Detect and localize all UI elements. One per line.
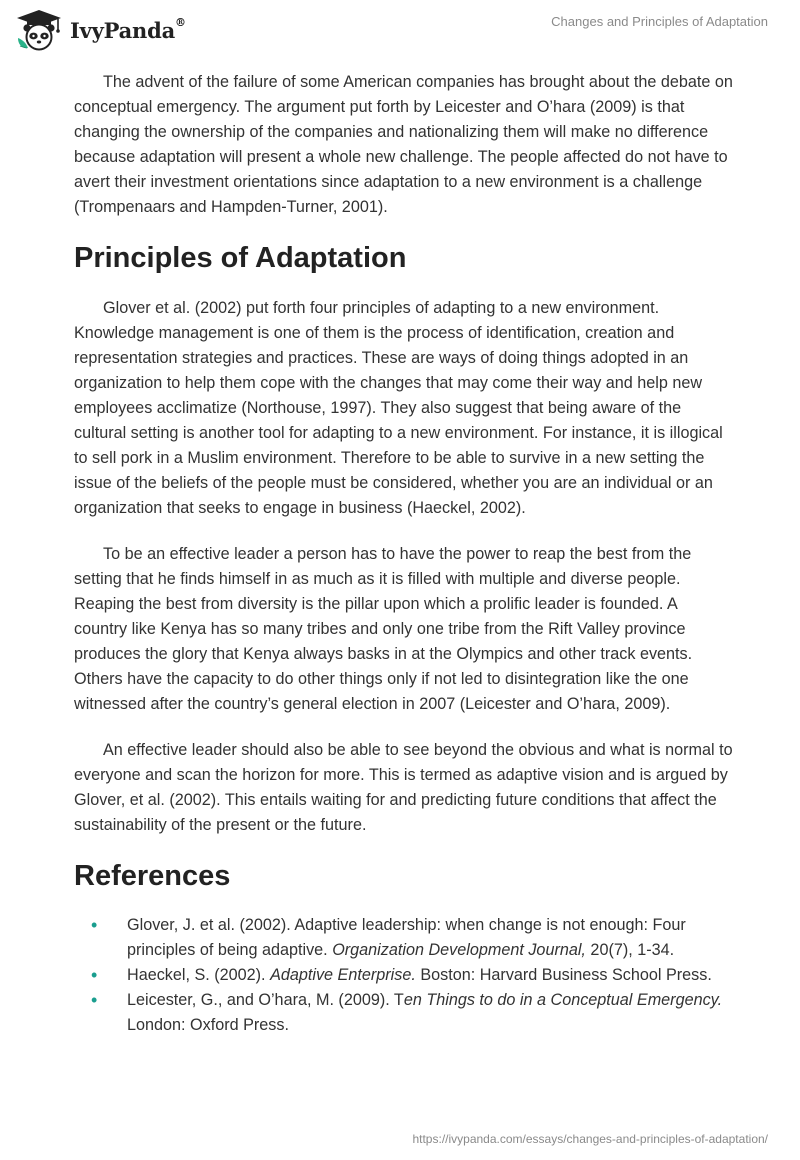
bullet-icon: • (91, 915, 98, 935)
logo-wordmark (70, 15, 186, 43)
principles-paragraph: An effective leader should also be able to see beyond the obvious and what is normal to everyone and scan the horizon for more. This is termed as adaptive vision and is argued by Glover, et al. (2002). This entails waiting for and predicting future conditions that affect the sustainability of the present or the future. (74, 741, 733, 834)
principles-paragraph: To be an effective leader a person has to have the power to reap the best from the setting that he finds himself in as much as it is filled with multiple and diverse people. Reaping the best from diversity is the pillar upon which a prolific leader is founded. A country like Kenya has so many tribes and only one tribe from the Rift Valley province produces the glory that Kenya always basks in at the Olympics and other track events. Others have the capacity to do other things only if not led to disintegration like the one witnessed after the country’s general election in 2007 (Leicester and O’hara, 2009). (74, 545, 693, 713)
logo-text: IvyPanda (70, 17, 176, 43)
reference-text: Leicester, G., and O’hara, M. (2009). T (127, 991, 404, 1009)
bullet-icon: • (91, 965, 98, 985)
references-heading: References (74, 860, 231, 892)
reference-source: Adaptive Enterprise. (270, 966, 416, 984)
article-content (74, 70, 734, 1038)
footer-source-url[interactable]: https://ivypanda.com/essays/changes-and-principles-of-adaptation/ (412, 1132, 768, 1146)
reference-source: Organization Development Journal, (332, 941, 586, 959)
reference-item (74, 988, 734, 1038)
reference-text: 20(7), 1-34. (585, 941, 675, 959)
reference-text: Haeckel, S. (2002). (127, 966, 271, 984)
registered-mark: ® (175, 15, 186, 29)
reference-item (74, 913, 734, 963)
panda-graduation-icon (14, 8, 64, 52)
intro-paragraph: The advent of the failure of some American companies has brought about the debate on conceptual emergency. The argument put forth by Leicester and O’hara (2009) is that changing the ownership of the companies and nationalizing them will make no difference because adaptation will present a whole new challenge. The people affected do not have to avert their investment orientations since adaptation to a new environment is a challenge (Trompenaars and Hampden-Turner, 2001). (74, 73, 733, 216)
page-header (0, 0, 800, 70)
header-page-title: Changes and Principles of Adaptation (551, 14, 768, 29)
reference-source: en Things to do in a Conceptual Emergency. (403, 991, 723, 1009)
reference-text: Boston: Harvard Business School Press. (415, 966, 712, 984)
references-list (74, 913, 734, 1038)
principles-heading: Principles of Adaptation (74, 242, 407, 274)
principles-paragraph: Glover et al. (2002) put forth four principles of adapting to a new environment. Knowledge management is one of them is the process of identification, creation and representation strategies and practices. These are ways of doing things adopted in an organization to help them cope with the changes that may come their way and help new employees acclimatize (Northouse, 1997). They also suggest that being aware of the cultural setting is another tool for adapting to a new environment. For instance, it is illogical to sell pork in a Muslim environment. Therefore to be able to survive in a new setting the issue of the beliefs of the people must be considered, whether you are an individual or an organization that seeks to engage in business (Haeckel, 2002). (74, 299, 723, 517)
reference-text: London: Oxford Press. (127, 1016, 289, 1034)
ivypanda-logo[interactable] (14, 8, 186, 52)
reference-item (74, 963, 734, 988)
reference-text: Glover, J. et al. (2002). Adaptive leadership: when change is not enough: Four principles of being adaptive. (127, 916, 686, 959)
bullet-icon: • (91, 990, 98, 1010)
